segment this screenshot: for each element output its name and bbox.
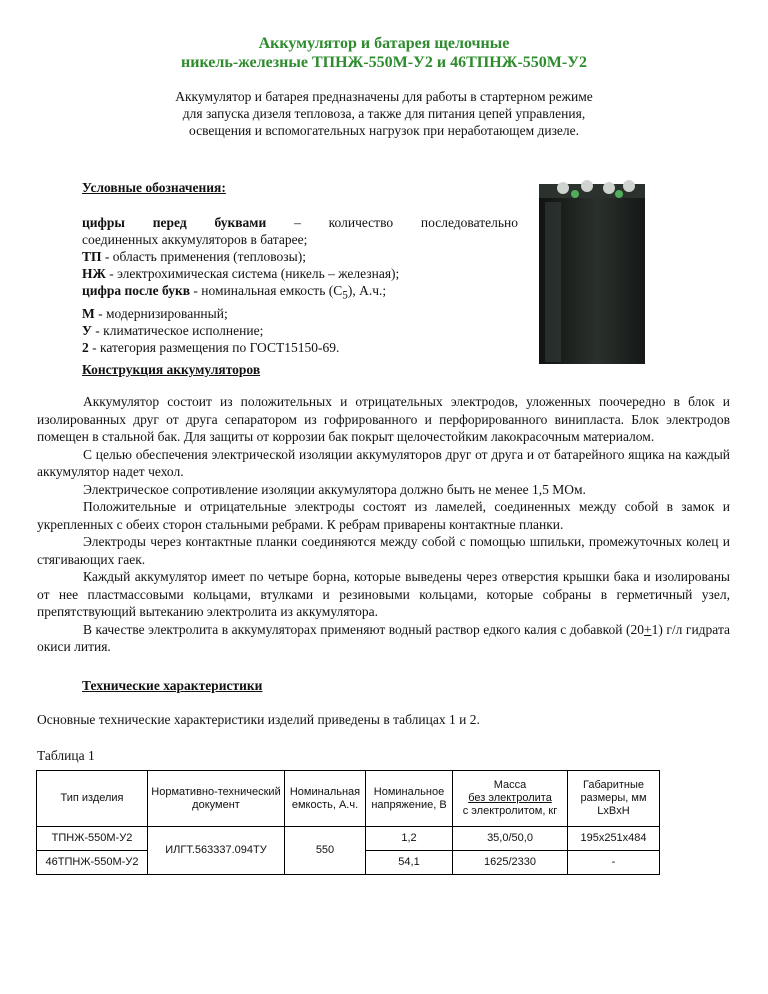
table-header-row (37, 771, 660, 827)
paragraph-text: 1) г/л гидрата окиси лития. (37, 621, 730, 654)
terminal-cap-icon (571, 190, 579, 198)
header-type: Тип изделия (37, 771, 148, 827)
cell-dimensions: - (568, 851, 660, 875)
legend-text: - климатическое исполнение; (91, 322, 264, 338)
cell-dimensions: 195x251x484 (568, 827, 660, 851)
terminal-cap-icon (615, 190, 623, 198)
legend-text: - категория размещения по ГОСТ15150-69. (88, 339, 340, 355)
paragraph-text: В качестве электролита в аккумуляторах применяют водный раствор едкого калия с добавкой (20 (83, 621, 644, 637)
legend-row-2 (82, 339, 518, 356)
construction-heading: Конструкция аккумуляторов (82, 362, 261, 377)
header-capacity: Номинальная емкость, А.ч. (285, 771, 366, 827)
legend-text: - электрохимическая система (никель – железная); (105, 266, 400, 281)
legend-key: 2 (82, 339, 89, 355)
paragraph: Каждый аккумулятор имеет по четыре борна, которые выведены через отверстия крышки бака и изолированы от нее пластмассовыми кольцами, втулками и резиновыми кольцами, которые собраны в герметичный узел, препятствующий вытеканию электролита из аккумулятора. (37, 569, 730, 619)
legend-text: - модернизированный; (94, 305, 228, 321)
intro-paragraph (120, 88, 648, 139)
legend-row-m (82, 305, 518, 322)
document-title (0, 34, 768, 72)
legend-row-u (82, 322, 518, 339)
legend-text: - область применения (тепловозы); (101, 249, 306, 264)
terminal-icon (581, 180, 593, 192)
cell-type: 46ТПНЖ-550М-У2 (37, 851, 148, 875)
legend-row-capacity (82, 282, 518, 305)
cell-capacity: 550 (285, 827, 366, 875)
legend-key: НЖ (82, 266, 106, 281)
intro-line: Аккумулятор и батарея предназначены для работы в стартерном режиме (175, 89, 593, 104)
cell-mass: 1625/2330 (453, 851, 568, 875)
legend-subscript: 5 (342, 289, 348, 302)
legend-text: количество (328, 215, 394, 230)
header-mass-label: без электролита (468, 792, 552, 804)
legend-row-tp (82, 248, 518, 265)
paragraph: Электроды через контактные планки соединяются между собой с помощью шпильки, промежуточных колец и стягивающих гаек. (37, 534, 730, 567)
paragraph (37, 621, 730, 656)
header-voltage: Номинальное напряжение, В (366, 771, 453, 827)
terminal-icon (603, 182, 615, 194)
cell-mass: 35,0/50,0 (453, 827, 568, 851)
legend-key: перед (152, 215, 187, 230)
intro-line: для запуска дизеля тепловоза, а также для питания цепей управления, (182, 106, 586, 121)
legend-text: – (294, 215, 301, 230)
legend-text: ), А.ч.; (347, 283, 387, 298)
intro-line: освещения и вспомогательных нагрузок при неработающем дизеле. (188, 123, 580, 138)
cell-voltage: 54,1 (366, 851, 453, 875)
specs-heading: Технические характеристики (82, 678, 263, 693)
cell-type: ТПНЖ-550М-У2 (37, 827, 148, 851)
legend-key: У (82, 322, 92, 338)
header-mass (453, 771, 568, 827)
plus-minus-sign: + (643, 621, 652, 637)
legend-row-cont: соединенных аккумуляторов в батарее; (82, 232, 308, 247)
cell-norm-doc: ИЛГТ.563337.094ТУ (148, 827, 285, 875)
legend-block (82, 214, 518, 356)
cell-voltage: 1,2 (366, 827, 453, 851)
construction-body (37, 393, 730, 656)
title-line-2: никель-железные ТПНЖ-550М-У2 и 46ТПНЖ-550М-У2 (181, 54, 587, 71)
table-caption: Таблица 1 (37, 748, 95, 763)
table-row (37, 827, 660, 851)
legend-row-nzh (82, 265, 518, 282)
legend-text: - номинальная емкость (С (190, 283, 343, 298)
terminal-icon (557, 182, 569, 194)
legend-key: ТП (82, 249, 102, 264)
paragraph: Электрическое сопротивление изоляции аккумулятора должно быть не менее 1,5 МОм. (83, 481, 586, 497)
paragraph: С целью обеспечения электрической изоляции аккумуляторов друг от друга и от батарейного ящика на каждый аккумулятор надет чехол. (37, 446, 730, 479)
legend-key: буквами (214, 215, 267, 230)
header-dimensions: Габаритные размеры, мм LxBxH (568, 771, 660, 827)
legend-row-digits (82, 214, 518, 231)
paragraph: Аккумулятор состоит из положительных и отрицательных электродов, уложенных поочередно в блок и изолированных друг от друга сепаратором из гофрированного и перфорированного винипласта. Блок электродов помещен в стальной бак. Для защиты от коррозии бак покрыт щелочестойким лакокрасочным материалом. (37, 394, 730, 444)
header-mass-label: Масса (493, 779, 527, 791)
battery-highlight (545, 202, 561, 362)
specs-summary: Основные технические характеристики изделий приведены в таблицах 1 и 2. (37, 712, 480, 727)
terminal-icon (623, 180, 635, 192)
legend-heading: Условные обозначения: (82, 180, 226, 195)
legend-key: цифра после букв (82, 283, 191, 298)
specs-table (36, 770, 660, 875)
title-line-1: Аккумулятор и батарея щелочные (258, 35, 510, 52)
paragraph: Положительные и отрицательные электроды состоят из ламелей, соединенных между собой в замок и укрепленных с обеих сторон стальными ребрами. К ребрам приварены контактные планки. (37, 499, 730, 532)
legend-text: последовательно (420, 215, 518, 230)
header-norm-doc: Нормативно-технический документ (148, 771, 285, 827)
battery-photo (525, 176, 657, 366)
legend-key: цифры (82, 215, 125, 230)
legend-key: М (82, 305, 95, 321)
header-mass-label: с электролитом, кг (462, 805, 558, 817)
